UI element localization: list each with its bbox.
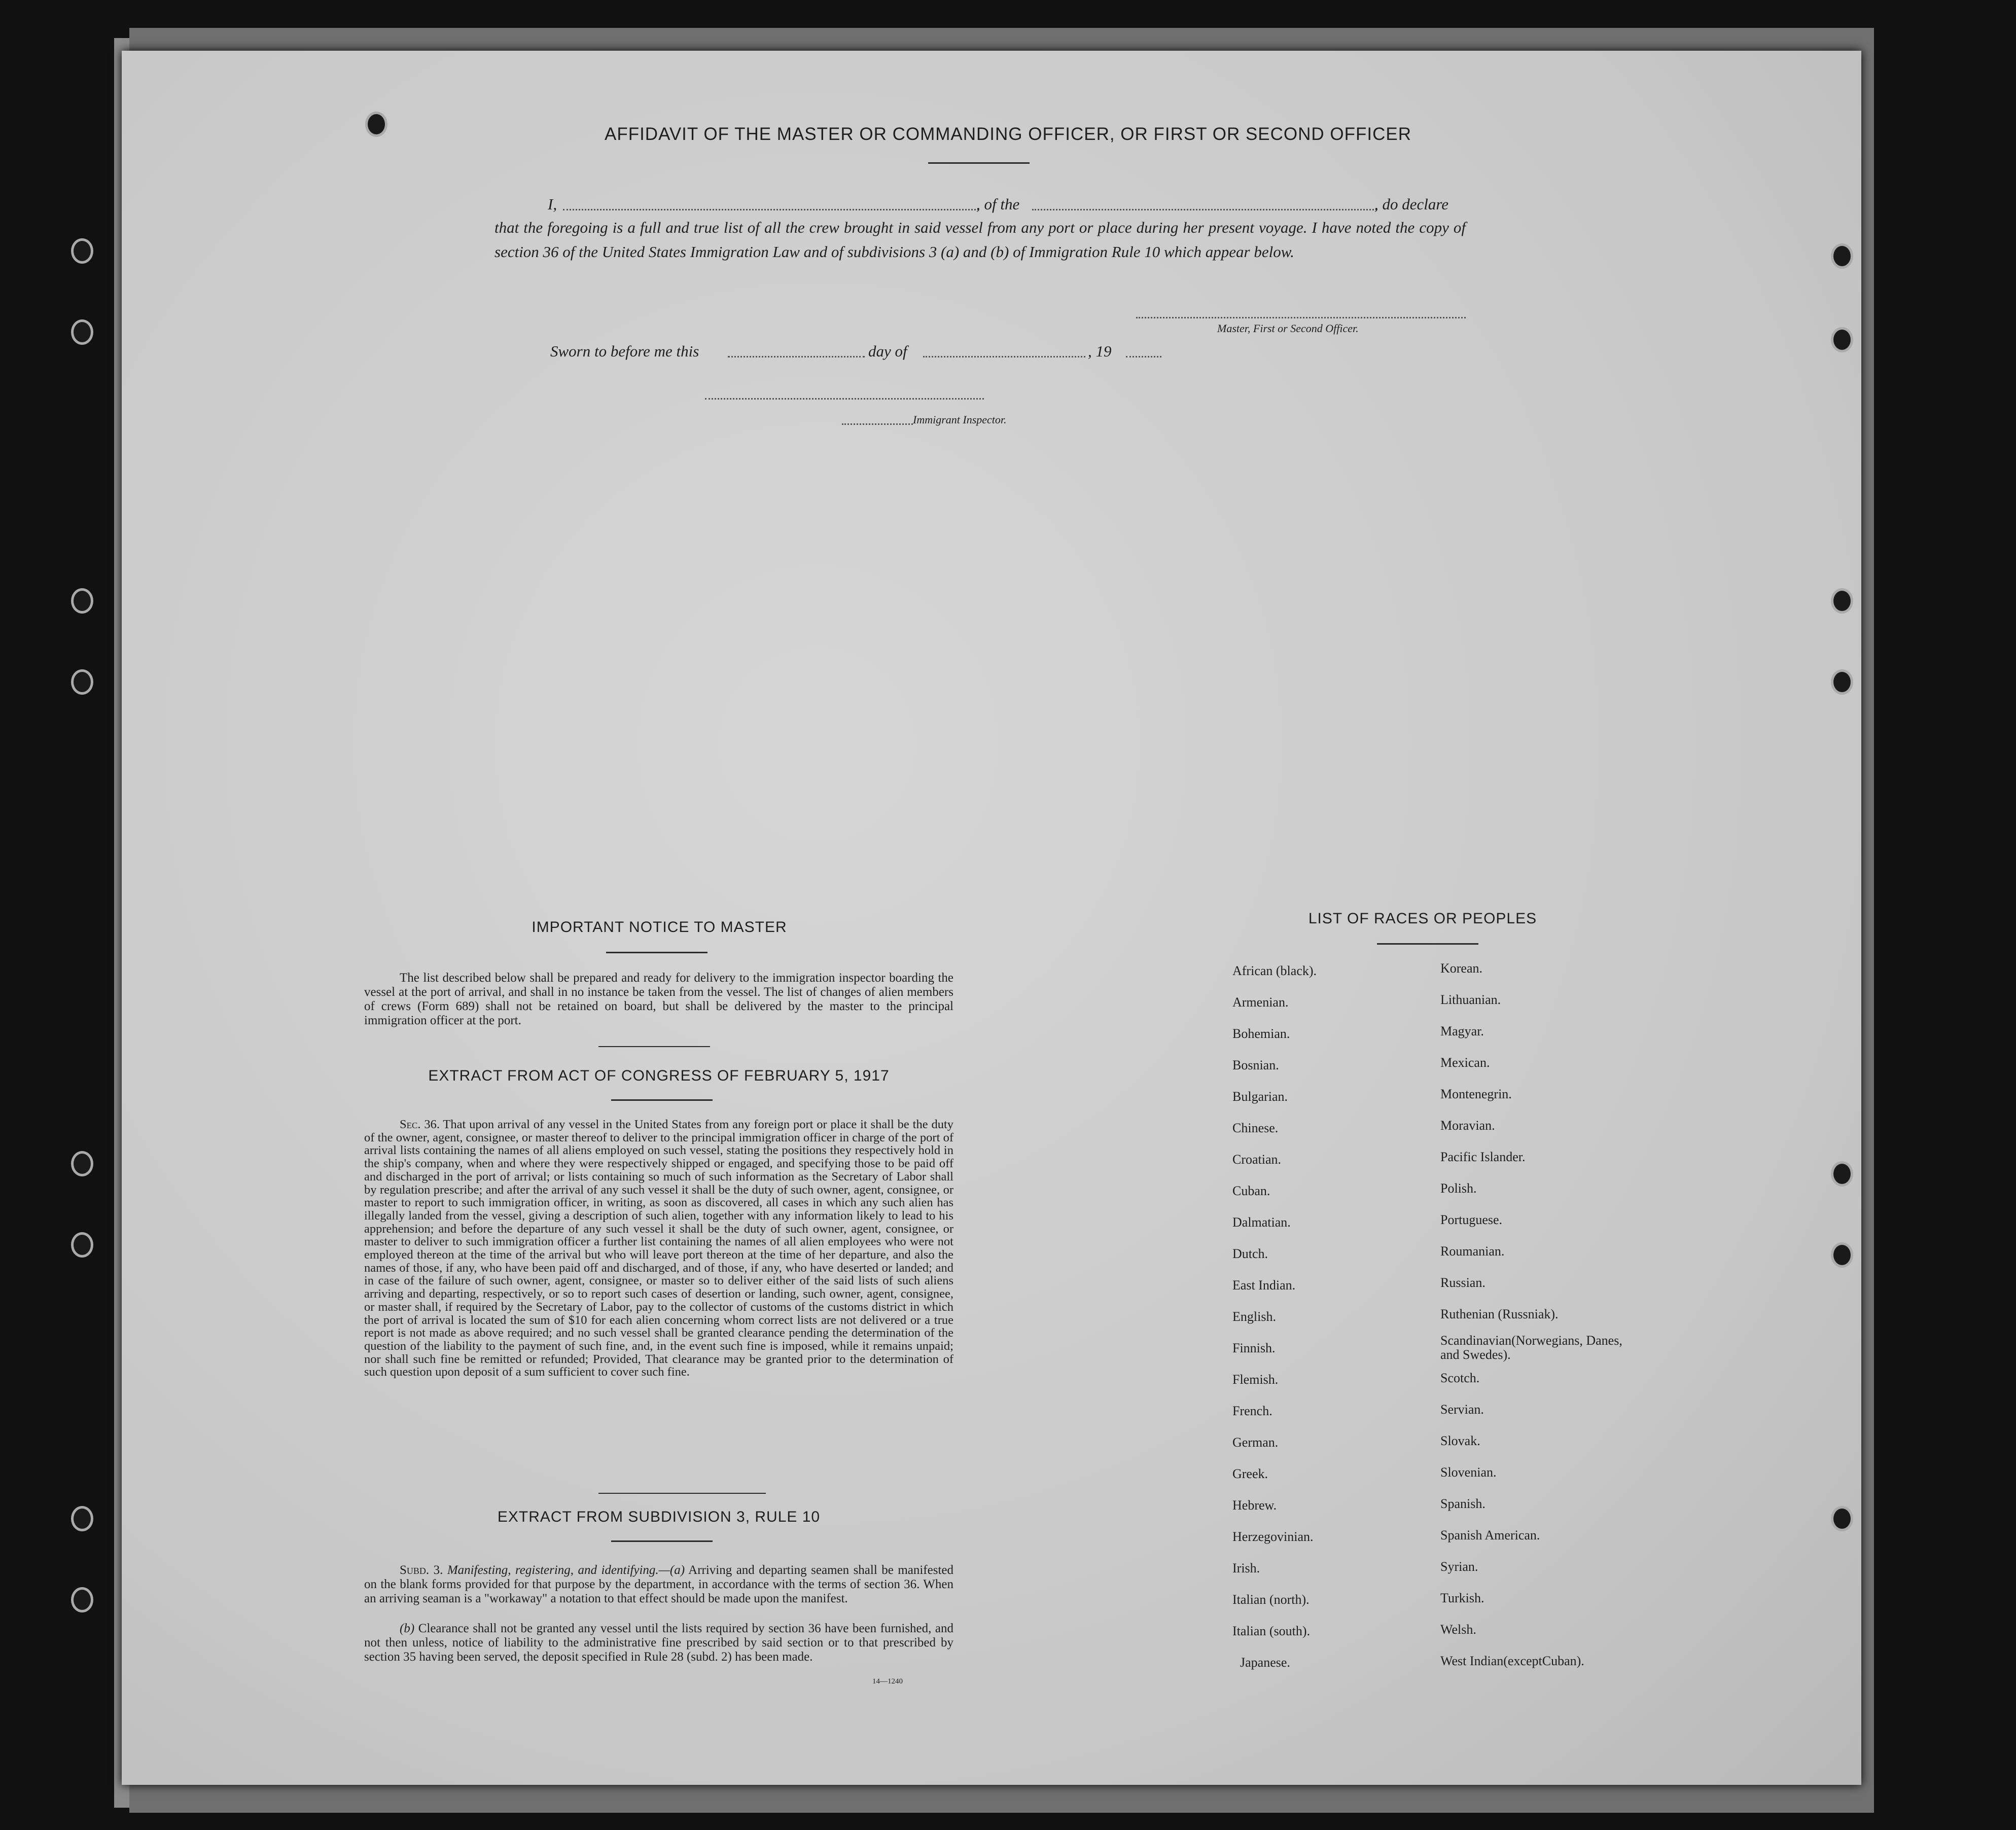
form-number: 14—1240 bbox=[872, 1677, 903, 1685]
subd-heading: Manifesting, registering, and identifying.—(a) bbox=[447, 1563, 685, 1577]
race-item: Flemish. bbox=[1232, 1372, 1279, 1387]
race-item: Ruthenian (Russniak). bbox=[1440, 1307, 1559, 1321]
race-item: Roumanian. bbox=[1440, 1244, 1505, 1259]
race-item: Polish. bbox=[1440, 1181, 1477, 1196]
race-item: Pacific Islander. bbox=[1440, 1150, 1526, 1164]
race-item: Bosnian. bbox=[1232, 1058, 1279, 1072]
day-of-label: day of bbox=[868, 342, 907, 360]
act-extract-title: EXTRACT FROM ACT OF CONGRESS OF FEBRUARY 5, 1917 bbox=[428, 1067, 890, 1084]
affidavit-of-the: , of the bbox=[976, 195, 1020, 213]
race-item: Bohemian. bbox=[1232, 1026, 1290, 1041]
section-divider bbox=[598, 1046, 710, 1047]
punch-hole-icon bbox=[71, 1506, 93, 1531]
notice-text: The list described below shall be prepared and ready for delivery to the immigration inspector boarding the vessel at the port of arrival, and shall in no instance be taken from the vessel. The list of changes of alien members of crews (Form 689) shall not be retained on board, but shall be delivered by the master to the principal immigration officer at the port. bbox=[364, 971, 953, 1027]
race-item: Bulgarian. bbox=[1232, 1089, 1288, 1104]
act-extract-text bbox=[364, 1118, 953, 1379]
punch-hole-icon bbox=[1831, 588, 1853, 614]
race-item: Welsh. bbox=[1440, 1622, 1476, 1637]
year-prefix: , 19 bbox=[1088, 342, 1112, 360]
rule-para-b bbox=[364, 1622, 953, 1664]
race-item: Greek. bbox=[1232, 1466, 1268, 1481]
race-item: Moravian. bbox=[1440, 1118, 1495, 1133]
para-a-text: Arriving and departing seamen shall be manifested on the blank forms provided for that purpose by the department, in accordance with the terms of section 36. When an arriving seaman is a "workaway" a notation to that effect should be made upon the manifest. bbox=[364, 1563, 954, 1605]
punch-hole-icon bbox=[1831, 1506, 1853, 1531]
rule-extract-title: EXTRACT FROM SUBDIVISION 3, RULE 10 bbox=[497, 1509, 821, 1525]
race-item: Chinese. bbox=[1232, 1121, 1279, 1135]
punch-hole-icon bbox=[1831, 669, 1853, 695]
race-item: Croatian. bbox=[1232, 1152, 1282, 1167]
punch-hole-icon bbox=[71, 1587, 93, 1612]
inspector-short-line bbox=[842, 423, 913, 425]
inspector-signature-line bbox=[705, 398, 984, 400]
punch-hole-icon bbox=[1831, 327, 1853, 352]
notice-underline bbox=[606, 952, 708, 953]
race-item: Slovak. bbox=[1440, 1433, 1480, 1448]
race-item: Irish. bbox=[1232, 1561, 1260, 1575]
race-item: Spanish. bbox=[1440, 1496, 1486, 1511]
race-item: French. bbox=[1232, 1404, 1272, 1418]
subd-label: Subd. 3. bbox=[400, 1563, 443, 1577]
affidavit-declaration: that the foregoing is a full and true list of all the crew brought in said vessel from any port or place during her present voyage. I have noted the copy of section 36 of the United States Immigration Law and of subdivisions 3 (a) and (b) of Immigration Rule 10 which appear below. bbox=[494, 219, 1466, 261]
punch-hole-icon bbox=[1831, 1161, 1853, 1187]
race-item: Scotch. bbox=[1440, 1371, 1480, 1385]
race-item: Portuguese. bbox=[1440, 1212, 1503, 1227]
punch-hole-icon bbox=[71, 1151, 93, 1176]
race-item: German. bbox=[1232, 1435, 1279, 1450]
race-item: Hebrew. bbox=[1232, 1498, 1277, 1513]
race-item: Lithuanian. bbox=[1440, 992, 1501, 1007]
race-item: Dutch. bbox=[1232, 1246, 1268, 1261]
race-item: Turkish. bbox=[1440, 1591, 1484, 1605]
punch-hole-icon bbox=[71, 1232, 93, 1258]
affidavit-i-label: I, bbox=[548, 195, 557, 213]
month-blank-line bbox=[923, 356, 1085, 357]
race-item: Italian (south). bbox=[1232, 1624, 1311, 1638]
race-item: Montenegrin. bbox=[1440, 1087, 1512, 1101]
sworn-label: Sworn to before me this bbox=[550, 342, 699, 360]
race-item: Cuban. bbox=[1232, 1183, 1270, 1198]
para-b-label: (b) bbox=[400, 1622, 415, 1635]
race-item: West Indian(exceptCuban). bbox=[1440, 1654, 1584, 1668]
punch-hole-icon bbox=[71, 319, 93, 345]
affidavit-title: AFFIDAVIT OF THE MASTER OR COMMANDING OFFICER, OR FIRST OR SECOND OFFICER bbox=[604, 124, 1412, 144]
notice-title: IMPORTANT NOTICE TO MASTER bbox=[532, 919, 787, 936]
races-underline bbox=[1377, 943, 1478, 945]
race-item: Italian (north). bbox=[1232, 1592, 1310, 1607]
race-item: African (black). bbox=[1232, 963, 1317, 978]
affidavit-do-declare: , do declare bbox=[1374, 195, 1449, 213]
race-item: Mexican. bbox=[1440, 1055, 1490, 1070]
race-item: Armenian. bbox=[1232, 995, 1289, 1010]
section-label: Sec. 36. bbox=[400, 1118, 440, 1131]
rule-para-a bbox=[364, 1563, 953, 1606]
punch-hole-icon bbox=[71, 588, 93, 614]
race-item: Scandinavian(Norwegians, Danes, and Swedes). bbox=[1440, 1333, 1622, 1362]
vessel-blank-line bbox=[1032, 209, 1377, 210]
punch-hole-icon bbox=[1831, 1242, 1853, 1268]
race-item: Slovenian. bbox=[1440, 1465, 1497, 1480]
inspector-label: Immigrant Inspector. bbox=[913, 413, 1007, 426]
rule-extract-underline bbox=[611, 1540, 713, 1542]
year-blank-line bbox=[1126, 356, 1161, 357]
races-title: LIST OF RACES OR PEOPLES bbox=[1308, 910, 1537, 927]
title-underline bbox=[928, 162, 1030, 164]
race-item: Spanish American. bbox=[1440, 1528, 1540, 1542]
section-36-text: That upon arrival of any vessel in the United States from any foreign port or place it shall be the duty of the owner, agent, consignee, or master thereof to deliver to the principal immigration officer in charge of the port of arrival lists containing the names of all aliens employed on such vessel, stating the positions they respectively hold in the ship's company, when and where they were respectively shipped or engaged, and specifying those to be paid off and discharged in the port of arrival; or lists containing so much of such information as the Secretary of Labor shall by regulation prescribe; and after the arrival of any such vessel it shall be the duty of such owner, agent, consignee, or master to report to such immigration officer, in writing, as soon as discovered, all cases in which any such alien has illegally landed from the vessel, giving a description of such alien, together with any information likely to lead to his apprehension; and before the departure of any such vessel it shall be the duty of such owner, agent, consignee, or master to deliver to such immigration officer a further list containing the names of all alien employees who were not employed thereon at the time of the arrival but who will leave port thereon at the time of her departure, and also the names of those, if any, who have been paid off and discharged, and of those, if any, who have deserted or landed; and in case of the failure of such owner, agent, consignee, or master so to deliver either of the said lists of such aliens arriving and departing, respectively, or so to report such cases of desertion or landing, such owner, agent, consignee, or master shall, if required by the Secretary of Labor, pay to the collector of customs of the customs district in which the port of arrival is located the sum of $10 for each alien concerning whom correct lists are not delivered or a true report is not made as above required; and no such vessel shall be granted clearance pending the determination of the question of the liability to the payment of such fine, and, in the event such fine is imposed, while it remains unpaid; nor shall such fine be remitted or refunded; Provided, That clearance may be granted prior to the determination of such question upon deposit of a sum sufficient to cover such fine. bbox=[364, 1118, 953, 1379]
master-signature-label: Master, First or Second Officer. bbox=[1217, 322, 1359, 335]
race-item: East Indian. bbox=[1232, 1278, 1296, 1293]
punch-hole-icon bbox=[71, 238, 93, 264]
race-item: Syrian. bbox=[1440, 1559, 1478, 1574]
master-signature-line bbox=[1136, 317, 1466, 318]
race-item: Russian. bbox=[1440, 1275, 1486, 1290]
act-extract-underline bbox=[611, 1099, 713, 1101]
punch-hole-icon bbox=[1831, 243, 1853, 269]
name-blank-line bbox=[563, 209, 979, 210]
race-item: Herzegovinian. bbox=[1232, 1529, 1314, 1544]
race-item: English. bbox=[1232, 1309, 1276, 1324]
race-item: Magyar. bbox=[1440, 1024, 1484, 1038]
race-item: Finnish. bbox=[1232, 1341, 1276, 1355]
section-divider bbox=[598, 1493, 766, 1494]
sworn-day-line bbox=[728, 356, 865, 357]
race-item: Japanese. bbox=[1240, 1655, 1290, 1670]
punch-hole-icon bbox=[71, 669, 93, 695]
race-item: Dalmatian. bbox=[1232, 1215, 1291, 1230]
race-item: Servian. bbox=[1440, 1402, 1484, 1417]
race-item: Korean. bbox=[1440, 961, 1483, 976]
para-b-text: Clearance shall not be granted any vessel until the lists required by section 36 have been furnished, and not then unless, notice of liability to the administrative fine prescribed by said section or to that prescribed by section 35 having been served, the deposit specified in Rule 28 (subd. 2) has been made. bbox=[364, 1622, 953, 1664]
